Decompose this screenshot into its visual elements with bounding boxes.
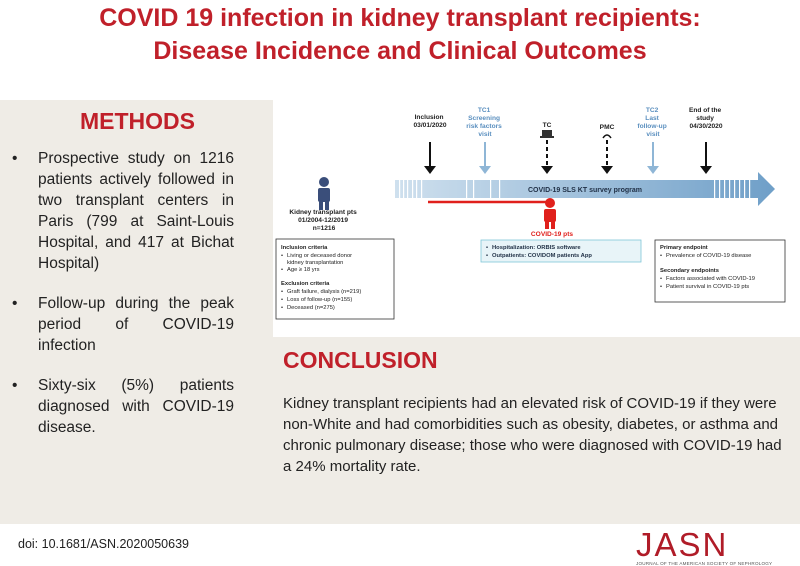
study-design-diagram bbox=[273, 100, 800, 335]
methods-item: • Prospective study on 1216 patients actively followed in two transplant centers in Paris (799 at Saint-Louis Hospital, and 417 at Bichat Hospital) bbox=[38, 148, 234, 274]
secondary-endpoint-item: Factors associated with COVID-19 bbox=[666, 276, 755, 282]
bullet-icon: • bbox=[486, 253, 489, 259]
tc1-label: TC1 Screening risk factors visit bbox=[466, 107, 502, 138]
methods-heading: METHODS bbox=[80, 108, 195, 134]
bullet-icon: • bbox=[660, 276, 663, 282]
tc2-arrow bbox=[647, 142, 659, 174]
secondary-endpoints-heading: Secondary endpoints bbox=[660, 268, 719, 274]
tc1-arrow bbox=[479, 142, 491, 174]
exclusion-criteria-item: Deceased (n=275) bbox=[287, 305, 335, 311]
methods-item: • Sixty-six (5%) patients diagnosed with COVID-19 disease. bbox=[38, 375, 234, 438]
bullet-icon: • bbox=[281, 305, 284, 311]
primary-endpoint-item: Prevalence of COVID-19 disease bbox=[666, 253, 752, 259]
inclusion-label: Inclusion 03/01/2020 bbox=[413, 114, 447, 129]
inclusion-criteria-item: Age ≥ 18 yrs bbox=[287, 267, 320, 273]
diagram-svg bbox=[273, 100, 800, 335]
bullet-icon: • bbox=[281, 289, 284, 295]
doi-link[interactable]: doi: 10.1681/ASN.2020050639 bbox=[18, 537, 189, 551]
exclusion-criteria-item: Loss of follow-up (n=155) bbox=[287, 297, 353, 303]
inclusion-criteria-heading: Inclusion criteria bbox=[281, 245, 328, 251]
primary-endpoint-heading: Primary endpoint bbox=[660, 245, 708, 251]
tc-arrow bbox=[540, 130, 554, 174]
title-line-1: COVID 19 infection in kidney transplant recipients: bbox=[99, 4, 701, 32]
inclusion-criteria-item: Living or deceased donor bbox=[287, 253, 353, 259]
inclusion-criteria-item: kidney transplantation bbox=[287, 260, 344, 266]
person-icon bbox=[318, 177, 330, 210]
title-line-2: Disease Incidence and Clinical Outcomes bbox=[153, 37, 647, 65]
jasn-logo-subtitle: JOURNAL OF THE AMERICAN SOCIETY OF NEPHROLOGY bbox=[636, 561, 773, 566]
end-label: End of the study 04/30/2020 bbox=[688, 107, 723, 130]
pmc-label: PMC bbox=[599, 124, 615, 131]
covid-pts-label: COVID-19 pts bbox=[530, 231, 574, 238]
covid-person-icon bbox=[544, 198, 556, 229]
bullet-icon: • bbox=[281, 253, 284, 259]
tc-label: TC bbox=[542, 122, 552, 129]
conclusion-heading: CONCLUSION bbox=[283, 347, 438, 373]
secondary-endpoint-item: Patient survival in COVID-19 pts bbox=[666, 284, 750, 290]
poster-title bbox=[0, 2, 800, 68]
methods-item: • Follow-up during the peak period of COVID-19 infection bbox=[38, 293, 234, 356]
bullet-icon: • bbox=[281, 297, 284, 303]
inclusion-arrow bbox=[424, 142, 436, 174]
exclusion-criteria-item: Graft failure, dialysis (n=219) bbox=[287, 289, 362, 295]
methods-panel bbox=[0, 100, 273, 524]
pmc-arrow bbox=[601, 135, 613, 174]
program-label: COVID-19 SLS KT survey program bbox=[528, 187, 642, 194]
hospitalization-label: Hospitalization: ORBIS software bbox=[492, 245, 581, 251]
exclusion-criteria-heading: Exclusion criteria bbox=[281, 281, 330, 287]
conclusion-panel bbox=[273, 337, 800, 524]
kidney-pts-label: Kidney transplant pts 01/2004-12/2019 n=1216 bbox=[289, 209, 357, 232]
bullet-icon: • bbox=[486, 245, 489, 251]
jasn-logo-text: JASN bbox=[636, 526, 729, 563]
outpatients-label: Outpatients: COVIDOM patients App bbox=[492, 253, 592, 259]
end-arrow bbox=[700, 142, 712, 174]
bullet-icon: • bbox=[660, 253, 663, 259]
bullet-icon: • bbox=[660, 284, 663, 290]
jasn-logo bbox=[636, 526, 786, 566]
conclusion-text: Kidney transplant recipients had an elevated risk of COVID-19 if they were non-White and had comorbidities such as obesity, diabetes, or asthma and chronic pulmonary disease; those who were diagnosed with COVID-19 had a 24% mortality rate. bbox=[283, 395, 782, 475]
bullet-icon: • bbox=[281, 267, 284, 273]
methods-list bbox=[38, 148, 234, 457]
tc2-label: TC2 Last follow-up visit bbox=[637, 107, 667, 138]
